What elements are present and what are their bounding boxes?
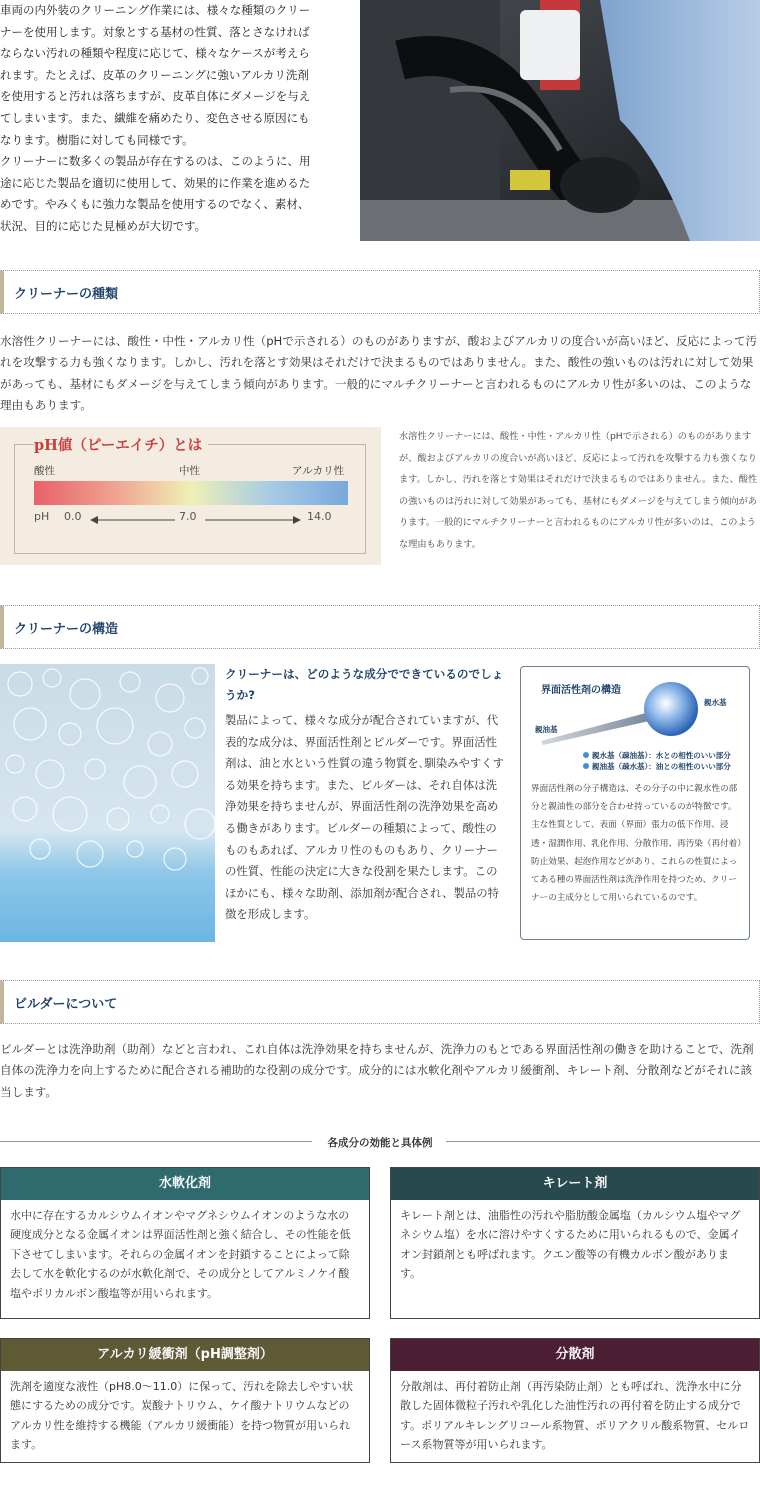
card-text: 分散剤は、再付着防止剤（再汚染防止剤）とも呼ばれ、洗浄水中に分散した固体微粒子汚れや乳化した油性汚れの再付着を防止する成分です。ポリアルキレングリコール系物質、ポリアクリル酸系物質、セルロース系物質等が用いられます。 [400,1380,750,1452]
arrow-left-icon [90,514,175,526]
ph-label-neutral: 中性 [179,465,200,477]
ph-unit: pH [34,510,50,523]
card-title: キレート剤 [391,1168,759,1200]
ph-value-7: 7.0 [179,510,197,523]
legend-text: 親水基（疎油基）：水との相性のいい部分 [592,751,731,760]
section-title: クリーナーの種類 [14,287,119,302]
surfactant-text: 界面活性剤の分子構造は、その分子の中に親水性の部分と親油性の部分を合わせ持っているのが特徴です。主な性質として、表面（界面）張力の低下作用、浸透・湿潤作用、乳化作用、分散作用、再汚染（再付着）防止効果、起泡作用などがあり、これらの性質によってある種の界面活性剤は洗浄作用を持つため、クリーナーの主成分として用いられているのです。 [531,784,742,904]
structure-question: クリーナーは、どのような成分でできているのでしょうか? [225,667,504,702]
legend-hydrophilic [583,750,731,761]
card-water-softener [0,1167,370,1319]
types-body: 水溶性クリーナーには、酸性・中性・アルカリ性（pHで示される）のものがありますが、酸およびアルカリの度合いが高いほど、反応によって汚れを攻撃する力も強くなります。しかし、汚れを落とす効果はそれだけで決まるものではありません。また、酸性の強いものは汚れに対して効果があっても、基材にもダメージを与えてしまう傾向があります。一般的にマルチクリーナーと言われるものにアルカリ性が多いのは、このような理由もあります。 [0,334,758,412]
section-header-types [0,270,760,314]
card-text: 洗剤を適度な液性（pH8.0〜11.0）に保って、汚れを除去しやすい状態にするための成分です。炭酸ナトリウム、ケイ酸ナトリウムなどのアルカリ性を維持する機能（アルカリ緩衝能）を持つ物質が用いられます。 [10,1380,354,1452]
bubbles-photo [0,664,215,942]
ph-value-14: 14.0 [307,510,332,523]
ph-gradient-bar [34,481,348,505]
card-chelating-agent [390,1167,760,1319]
ph-title: pH値（ピーエイチ）とは [34,434,208,455]
ph-label-acid: 酸性 [34,465,55,477]
divider-title: 各成分の効能と具体例 [327,1137,433,1149]
hydrophilic-label: 親水基 [704,698,727,707]
legend-dot-icon [583,763,589,769]
components-divider [0,1137,760,1147]
legend-dot-icon [583,752,589,758]
arrow-right-icon [205,514,301,526]
ph-label-alkaline: アルカリ性 [292,465,345,477]
card-title: 水軟化剤 [1,1168,369,1200]
card-text: 水中に存在するカルシウムイオンやマグネシウムイオンのような水の硬度成分となる金属イオンは界面活性剤と強く結合し、その性能を低下させてしまいます。それらの金属イオンを封鎖することによって除去して水を軟化するのが水軟化剤で、その成分としてアルミノケイ酸塩やポリカルボン酸塩等が用いられます。 [10,1209,351,1300]
card-text: キレート剤とは、油脂性の汚れや脂肪酸金属塩（カルシウム塩やマグネシウム塩）を水に溶けやすくするために用いられるもので、金属イオン封鎖剤とも呼ばれます。クエン酸等の有機カルボン酸があります。 [400,1209,741,1281]
intro-text: 車両の内外装のクリーニング作業には、様々な種類のクリー ナーを使用します。対象とする基材の性質、落とさなければ ならない汚れの種類や程度に応じて、様々なケースが考えら れます。たとえば、皮革のクリーニングに強いアルカリ洗剤 を使用すると汚れは落ちますが、皮革自体にダメージを与え てしまいます。また、繊維を痛めたり、変色させる原因にも なります。樹脂に対しても同様です。 クリーナーに数多くの製品が存在するのは、このように、用 途に応じた製品を適切に使用して、効果的に作業を進めるた めです。やみくもに強力な製品を使用するのでなく、素材、 状況、目的に応じた見極めが大切です。 [0,3,311,233]
builder-body: ビルダーとは洗浄助剤（助剤）などと言われ、これ自体は洗浄効果を持ちませんが、洗浄力のもとである界面活性剤の働きを助けることで、洗剤自体の洗浄力を向上するために配合される補助的な役割の成分です。成分的には水軟化剤やアルカリ緩衝剤、キレート剤、分散剤などがそれに該当します。 [0,1042,754,1099]
lipophilic-label: 親油基 [535,725,558,734]
divider-line-right [446,1141,760,1142]
ph-explainer [0,427,381,565]
surfactant-title: 界面活性剤の構造 [541,685,621,696]
section-header-builder [0,980,760,1024]
section-title: クリーナーの構造 [14,622,119,637]
structure-body: 製品によって、様々な成分が配合されていますが、代表的な成分は、界面活性剤とビルダーです。界面活性剤は、油と水という性質の違う物質を､馴染みやすくする効果を持ちます。また、ビルダーは、それ自体は洗浄効果を持ちませんが、界面活性剤の洗浄効果を高める働きがあります。ビルダーの種類によって、酸性のものもあれば、アルカリ性のものもあり、クリーナーの性質、性能の決定に大きな役割を果たします。このほかにも、様々な助剤、添加剤が配合され、製品の特徴を形成します。 [225,713,505,922]
section-title: ビルダーについて [14,997,118,1012]
section-header-structure [0,605,760,649]
engine-cleaning-photo [360,0,760,241]
card-title: アルカリ緩衝剤（pH調整剤） [1,1339,369,1371]
card-title: 分散剤 [391,1339,759,1371]
legend-lipophilic [583,761,731,772]
legend-text: 親油基（疎水基）：油との相性のいい部分 [592,762,731,771]
ph-value-0: 0.0 [64,510,82,523]
types-side-text: 水溶性クリーナーには、酸性・中性・アルカリ性（pHで示される）のものがありますが、酸およびアルカリの度合いが高いほど、反応によって汚れを攻撃する力も強くなります。しかし、汚れを落とす効果はそれだけで決まるものではありません。また、酸性の強いものは汚れに対して効果があっても、基材にもダメージを与えてしまう傾向があります。一般的にマルチクリーナーと言われるものにアルカリ性が多いのは、このような理由もあります。 [399,431,758,550]
surfactant-box [520,666,750,940]
card-dispersant [390,1338,760,1463]
card-alkaline-buffer [0,1338,370,1463]
